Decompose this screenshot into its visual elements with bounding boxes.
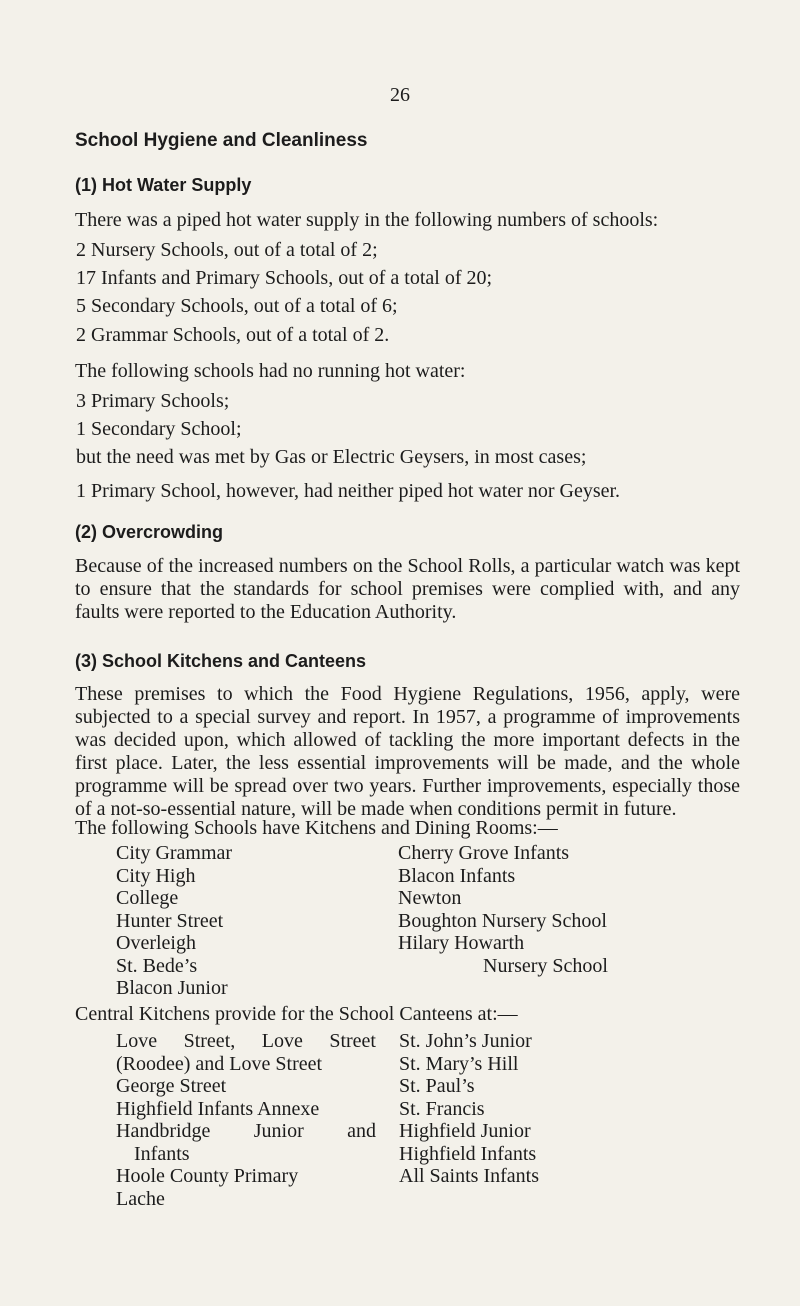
list-item: Blacon Infants [398,864,516,887]
hot-water-item: 17 Infants and Primary Schools, out of a total of 20; [76,267,493,289]
no-hot-water-item: 1 Primary School, however, had neither piped hot water nor Geyser. [76,480,621,502]
list-item: St. Paul’s [399,1075,475,1097]
section-heading-hot-water: (1) Hot Water Supply [75,175,252,195]
list-item: George Street [116,1075,227,1097]
list-item: Boughton Nursery School [398,909,607,932]
section-heading-kitchens: (3) School Kitchens and Canteens [75,651,367,671]
section-heading-overcrowding: (2) Overcrowding [75,522,224,542]
list-item: Love Street, Love Street [116,1030,376,1052]
list-item: Blacon Junior [116,977,228,999]
hot-water-item: 5 Secondary Schools, out of a total of 6; [76,295,398,317]
kitchens-paragraph: These premises to which the Food Hygiene Regulations, 1956, apply, were subjected to a special survey and report. In 1957, a programme of improvements was decided upon, which allowed of tackling the more important defects in the first place. Later, the less essential improvements will be made, and the whole programme will be spread over two years. Further improvements, especially those of a not-so-essential nature, will be made when conditions permit in future. [75,683,740,820]
list-item: Handbridge Junior and [116,1120,376,1142]
list-item: St. Mary’s Hill [399,1052,519,1075]
list-item: St. Francis [399,1097,485,1120]
list-item: City High [116,864,196,887]
list-item: Hunter Street [116,909,224,932]
page-title: School Hygiene and Cleanliness [75,130,368,151]
list-item: St. John’s Junior [399,1030,532,1052]
list-item: City Grammar [116,842,233,864]
hot-water-intro: There was a piped hot water supply in the following numbers of schools: [75,209,659,231]
list-item: Overleigh [116,932,196,954]
hot-water-item: 2 Grammar Schools, out of a total of 2. [76,324,390,346]
list-item: Highfield Infants [399,1142,537,1165]
page-number: 26 [390,84,410,106]
list-item: All Saints Infants [399,1165,539,1187]
no-hot-water-item: but the need was met by Gas or Electric Geysers, in most cases; [76,446,587,468]
no-hot-water-item: 1 Secondary School; [76,418,242,440]
list-item: College [116,887,179,909]
central-list-left [116,1030,376,1210]
list-item: Hilary Howarth [398,932,525,954]
list-item: (Roodee) and Love Street [116,1052,323,1075]
hot-water-item: 2 Nursery Schools, out of a total of 2; [76,239,378,261]
no-hot-water-intro: The following schools had no running hot water: [75,360,466,382]
list-item: Cherry Grove Infants [398,842,570,864]
no-hot-water-item: 3 Primary Schools; [76,390,230,412]
kitchens-intro: The following Schools have Kitchens and Dining Rooms:— [75,817,558,839]
list-item: Nursery School [483,954,608,977]
list-item: Highfield Junior [399,1120,531,1142]
overcrowding-paragraph: Because of the increased numbers on the School Rolls, a particular watch was kept to ensure that the standards for school premises were complied with, and any faults were reported to the Education Authority. [75,555,740,623]
list-item: Infants [134,1142,190,1165]
list-item: Highfield Infants Annexe [116,1097,320,1120]
central-kitchens-intro: Central Kitchens provide for the School Canteens at:— [75,1003,518,1025]
list-item: Lache [116,1187,165,1210]
kitchens-list-left [116,842,232,1000]
kitchens-list-right [398,842,608,977]
list-item: Hoole County Primary [116,1165,299,1187]
central-list-right [399,1030,539,1188]
list-item: St. Bede’s [116,954,198,977]
list-item: Newton [398,887,462,909]
